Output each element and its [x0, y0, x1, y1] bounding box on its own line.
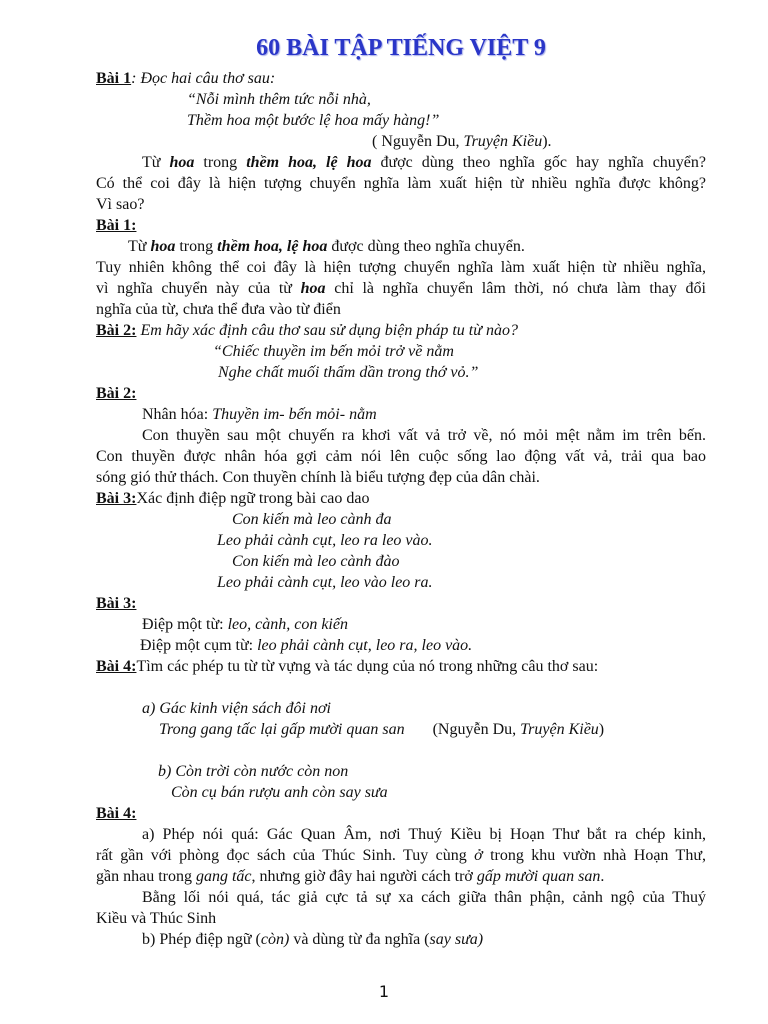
a4-label: Bài 4: — [96, 805, 137, 822]
a1-label: Bài 1: — [96, 217, 137, 234]
q3-prompt: Xác định điệp ngữ trong bài cao dao — [136, 490, 370, 507]
q4-heading — [96, 656, 706, 677]
text: Từ — [128, 238, 151, 255]
text: ở — [474, 847, 483, 864]
a3-line-2 — [96, 635, 706, 656]
q4-b-verse-2: Còn cụ bán rượu anh còn say sưa — [171, 784, 388, 801]
text: được dùng theo nghĩa chuyển. — [327, 238, 525, 255]
q3-verse-2: Leo phải cành cụt, leo ra leo vào. — [217, 532, 433, 549]
q2-heading — [96, 320, 706, 341]
document-body — [96, 68, 706, 950]
a1-line-1 — [96, 236, 706, 257]
q4-a-verse-2 — [96, 719, 706, 740]
a2-line-1 — [96, 404, 706, 425]
q1-label: Bài 1 — [96, 70, 132, 87]
text: được dùng theo nghĩa gốc hay nghĩa chuyển? — [371, 154, 706, 171]
q2-prompt: Em hãy xác định câu thơ sau sử dụng biện pháp tu từ nào? — [136, 322, 518, 339]
q2-label: Bài 2: — [96, 322, 137, 339]
text: , nhưng giờ đây hai người cách trở — [251, 868, 477, 885]
text: hoa — [150, 238, 176, 255]
q3-verse-1: Con kiến mà leo cành đa — [232, 511, 392, 528]
q1-heading — [96, 68, 706, 89]
q3-verse-4: Leo phải cành cụt, leo vào leo ra. — [217, 574, 433, 591]
text: Nhân hóa: — [142, 406, 213, 423]
a2-line-2: Con thuyền sau một chuyến ra khơi vất vả trở về, nó mỏi mệt nằm im trên bến. — [142, 427, 706, 444]
q2-verse-1: “Chiếc thuyền im bến mỏi trở về nằm — [213, 343, 454, 360]
text: trong — [175, 238, 218, 255]
q1-source-work: Truyện Kiều — [463, 133, 543, 150]
text: Truyện Kiều — [520, 721, 599, 738]
text: leo, cành, con kiến — [227, 616, 348, 633]
a3-line-1 — [96, 614, 706, 635]
text: gang tấc — [195, 868, 252, 885]
q1-prompt: : Đọc hai câu thơ sau: — [131, 70, 276, 87]
page-number: 1 — [378, 982, 390, 1001]
a1-line-4: nghĩa của từ, chưa thể đưa vào từ điển — [96, 301, 341, 318]
text: vì nghĩa chuyển này của từ — [96, 280, 301, 297]
q1-source — [96, 131, 706, 152]
text: Điệp một cụm từ: — [140, 637, 258, 654]
a2-line-3: Con thuyền được nhân hóa gợi cảm nói lên cuộc sống lao động vất vả, trải qua bao — [96, 448, 706, 465]
a2-line-4: sóng gió thử thách. Con thuyền chính là biểu tượng đẹp của dân chài. — [96, 469, 540, 486]
text: thềm hoa, lệ hoa — [217, 238, 328, 255]
text: thềm hoa, lệ hoa — [246, 154, 372, 171]
text: . — [600, 868, 605, 885]
text: còn) — [260, 931, 290, 948]
q1-question-line-1 — [96, 152, 706, 173]
q3-heading — [96, 488, 706, 509]
q1-source-end: ). — [542, 133, 552, 150]
q4-b-verse-1: b) Còn trời còn nước còn non — [158, 763, 349, 780]
text: gấp mười quan san — [476, 868, 601, 885]
text: say sưa) — [429, 931, 484, 948]
a4-line-1: a) Phép nói quá: Gác Quan Âm, nơi Thuý Kiều bị Hoạn Thư bắt ra chép kinh, — [142, 826, 706, 843]
a4-line-3 — [96, 866, 706, 887]
q2-verse-2: Nghe chất muối thấm dần trong thớ vỏ.” — [218, 364, 479, 381]
text: (Nguyễn Du, — [432, 721, 521, 738]
text: Từ — [142, 154, 170, 171]
q1-source-author: ( Nguyễn Du, — [372, 133, 464, 150]
spacer — [96, 740, 706, 761]
text: hoa — [300, 280, 326, 297]
q1-question-line-3: Vì sao? — [96, 196, 145, 213]
a4-line-6 — [96, 929, 706, 950]
text: rất gần với phòng đọc sách của Thúc Sinh. Tuy cùng — [96, 847, 475, 864]
text: Điệp một từ: — [142, 616, 228, 633]
q3-verse-3: Con kiến mà leo cành đào — [232, 553, 400, 570]
document-title: 60 BÀI TẬP TIẾNG VIỆT 9 — [256, 35, 546, 61]
a4-line-4: Bằng lối nói quá, tác giả cực tả sự xa cách giữa thân phận, cảnh ngộ của Thuý — [142, 889, 706, 906]
a4-line-2 — [96, 845, 706, 866]
q1-verse-2: Thềm hoa một bước lệ hoa mấy hàng!” — [187, 112, 440, 129]
spacer — [96, 677, 706, 698]
text: gần nhau trong — [96, 868, 196, 885]
text: b) Phép điệp ngữ ( — [142, 931, 261, 948]
q1-question-line-2: Có thể coi đây là hiện tượng chuyển nghĩa làm xuất hiện từ nhiều nghĩa được không? — [96, 175, 706, 192]
a2-label: Bài 2: — [96, 385, 137, 402]
a1-line-2: Tuy nhiên không thể coi đây là hiện tượng chuyển nghĩa làm xuất hiện từ nhiều nghĩa, — [96, 259, 706, 276]
q4-a-verse-1: a) Gác kinh viện sách đôi nơi — [142, 700, 331, 717]
text: Thuyền im- bến mỏi- nằm — [212, 406, 377, 423]
a4-line-5: Kiều và Thúc Sinh — [96, 910, 217, 927]
text: leo phải cành cụt, leo ra, leo vào. — [257, 637, 473, 654]
text: hoa — [169, 154, 195, 171]
a1-line-3 — [96, 278, 706, 299]
text: trong khu vườn nhà Hoạn Thư, — [482, 847, 706, 864]
a3-label: Bài 3: — [96, 595, 137, 612]
q4-label: Bài 4: — [96, 658, 137, 675]
text: Trong gang tấc lại gấp mười quan san — [159, 721, 405, 738]
q3-label: Bài 3: — [96, 490, 137, 507]
q1-verse-1: “Nỗi mình thêm tức nỗi nhà, — [187, 91, 371, 108]
text: trong — [194, 154, 247, 171]
q4-prompt: Tìm các phép tu từ từ vựng và tác dụng của nó trong những câu thơ sau: — [136, 658, 599, 675]
text: ) — [598, 721, 605, 738]
text: và dùng từ đa nghĩa ( — [289, 931, 430, 948]
text: chỉ là nghĩa chuyển lâm thời, nó chưa làm thay đổi — [325, 280, 706, 297]
